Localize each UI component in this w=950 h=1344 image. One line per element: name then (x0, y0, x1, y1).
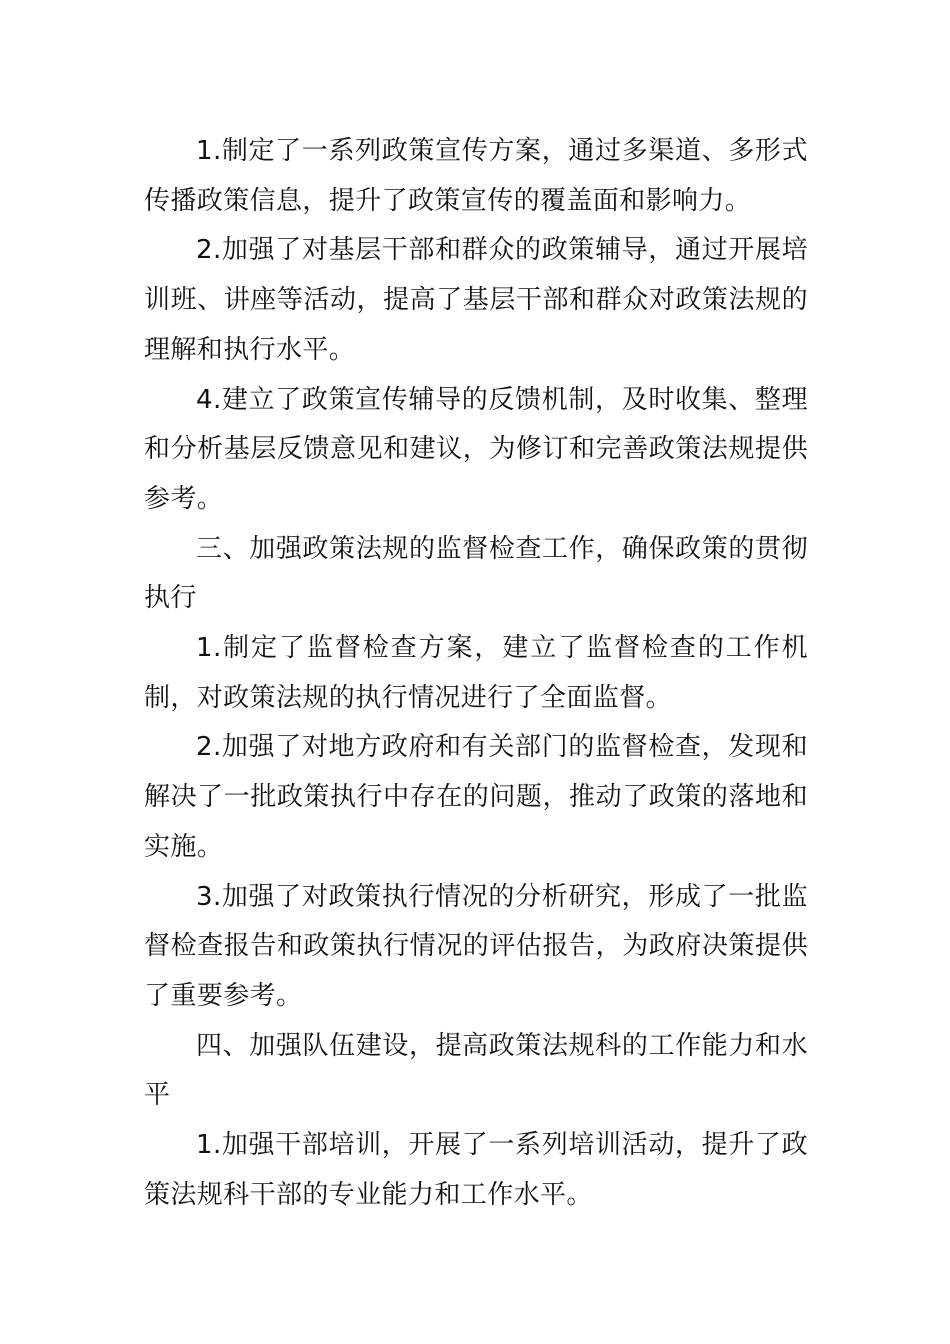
paragraph-supervision-plan: 1.制定了监督检查方案，建立了监督检查的工作机制，对政策法规的执行情况进行了全面监督。 (144, 633, 808, 713)
document-body (144, 127, 808, 1220)
paragraph-analysis-research: 3.加强了对政策执行情况的分析研究，形成了一批监督检查报告和政策执行情况的评估报告，为政府决策提供了重要参考。 (144, 881, 808, 1011)
paragraph-cadre-training: 1.加强干部培训，开展了一系列培训活动，提升了政策法规科干部的专业能力和工作水平。 (144, 1130, 808, 1210)
paragraph-grassroots-guidance: 2.加强了对基层干部和群众的政策辅导，通过开展培训班、讲座等活动，提高了基层干部和群众对政策法规的理解和执行水平。 (144, 235, 808, 365)
section-heading-team-building: 四、加强队伍建设，提高政策法规科的工作能力和水平 (144, 1030, 808, 1111)
paragraph-local-government-inspection: 2.加强了对地方政府和有关部门的监督检查，发现和解决了一批政策执行中存在的问题，推动了政策的落地和实施。 (144, 732, 808, 862)
paragraph-propaganda-plan: 1.制定了一系列政策宣传方案，通过多渠道、多形式传播政策信息，提升了政策宣传的覆盖面和影响力。 (144, 136, 808, 216)
paragraph-feedback-mechanism: 4.建立了政策宣传辅导的反馈机制，及时收集、整理和分析基层反馈意见和建议，为修订和完善政策法规提供参考。 (144, 384, 808, 514)
section-heading-supervision: 三、加强政策法规的监督检查工作，确保政策的贯彻执行 (144, 533, 808, 614)
